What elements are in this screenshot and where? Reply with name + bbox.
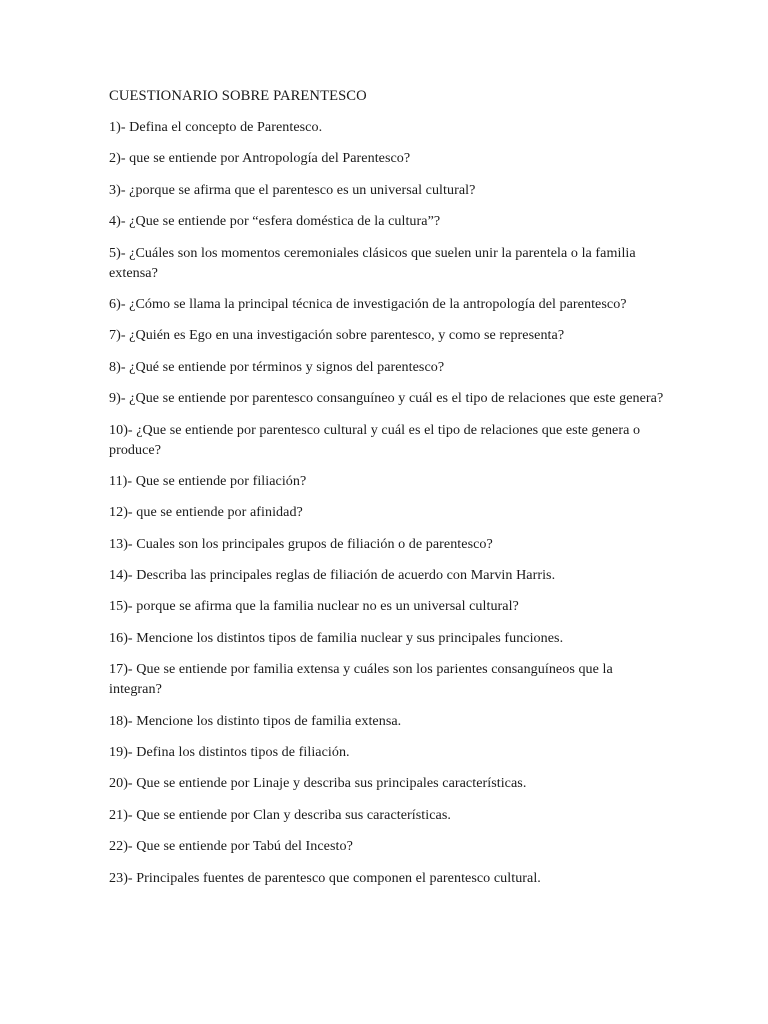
- question-item: 18)- Mencione los distinto tipos de familia extensa.: [109, 712, 402, 729]
- document-title: CUESTIONARIO SOBRE PARENTESCO: [109, 88, 367, 104]
- question-item: 22)- Que se entiende por Tabú del Incesto?: [109, 838, 353, 855]
- document-page: [109, 86, 669, 899]
- question-item: 20)- Que se entiende por Linaje y describa sus principales características.: [109, 775, 527, 792]
- question-item: 21)- Que se entiende por Clan y describa sus características.: [109, 806, 451, 823]
- question-item: 17)- Que se entiende por familia extensa y cuáles son los parientes consanguíneos que la integran?: [109, 661, 613, 698]
- question-item: 13)- Cuales son los principales grupos de filiación o de parentesco?: [109, 535, 493, 552]
- question-item: 11)- Que se entiende por filiación?: [109, 472, 307, 489]
- question-item: 10)- ¿Que se entiende por parentesco cultural y cuál es el tipo de relaciones que este genera o produce?: [109, 421, 641, 458]
- question-item: 19)- Defina los distintos tipos de filiación.: [109, 744, 350, 761]
- question-item: 4)- ¿Que se entiende por “esfera doméstica de la cultura”?: [109, 213, 441, 230]
- question-item: 12)- que se entiende por afinidad?: [109, 504, 303, 521]
- question-item: 6)- ¿Cómo se llama la principal técnica de investigación de la antropología del parentesco?: [109, 295, 627, 312]
- question-item: 2)- que se entiende por Antropología del Parentesco?: [109, 150, 411, 167]
- question-list: [109, 117, 669, 888]
- question-item: 14)- Describa las principales reglas de filiación de acuerdo con Marvin Harris.: [109, 567, 556, 584]
- question-item: 23)- Principales fuentes de parentesco que componen el parentesco cultural.: [109, 869, 541, 886]
- question-item: 1)- Defina el concepto de Parentesco.: [109, 119, 323, 135]
- question-item: 8)- ¿Qué se entiende por términos y signos del parentesco?: [109, 358, 445, 375]
- question-item: 3)- ¿porque se afirma que el parentesco es un universal cultural?: [109, 181, 476, 198]
- question-item: 15)- porque se afirma que la familia nuclear no es un universal cultural?: [109, 598, 519, 615]
- question-item: 9)- ¿Que se entiende por parentesco consanguíneo y cuál es el tipo de relaciones que este genera?: [109, 390, 664, 407]
- question-item: 5)- ¿Cuáles son los momentos ceremoniales clásicos que suelen unir la parentela o la familia extensa?: [109, 244, 636, 281]
- question-item: 7)- ¿Quién es Ego en una investigación sobre parentesco, y como se representa?: [109, 327, 565, 344]
- question-item: 16)- Mencione los distintos tipos de familia nuclear y sus principales funciones.: [109, 629, 564, 646]
